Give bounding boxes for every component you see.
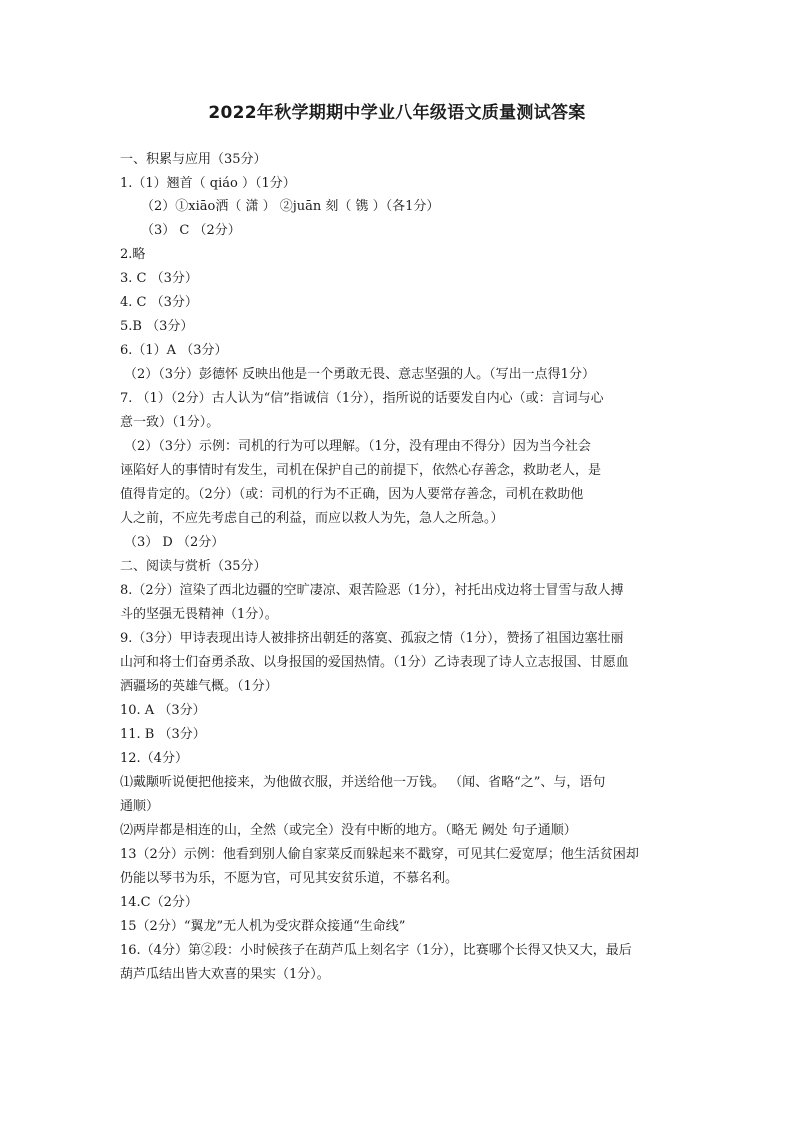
answer-line: 洒疆场的英雄气概。（1分） [120,679,278,694]
answer-line: 5.B （3分） [120,319,194,334]
answer-line: （2）（3分）彭德怀 反映出他是一个勇敢无畏、意志坚强的人。（写出一点得1分） [124,367,595,382]
answer-line: 7. （1）（2分）古人认为“信”指诚信（1分），指所说的话要发自内心（或：言词与心 [120,391,604,406]
answer-line: 人之前，不应先考虑自己的利益，而应以救人为先，急人之所急。） [120,511,504,526]
answer-line: 11. B （3分） [120,727,206,742]
answer-line: 16.（4分）第②段：小时候孩子在葫芦瓜上刻名字（1分），比赛哪个长得又快又大，最后 [120,943,632,958]
page-title: 2022年秋学期期中学业八年级语文质量测试答案 [208,103,586,123]
answer-line: 12.（4分） [120,751,188,766]
answer-line: 15（2分）“翼龙”无人机为受灾群众接通“生命线” [120,919,406,934]
answer-line: 8.（2分）渲染了西北边疆的空旷凄凉、艰苦险恶（1分），衬托出戍边将士冒雪与敌人搏 [120,583,624,598]
answer-line: 1.（1）翘首（ qiáo ）（1分） [120,176,296,191]
answer-line: 14.C（2分） [120,895,198,910]
answer-line: ⑵两岸都是相连的山，全然（或完全）没有中断的地方。（略无 阙处 句子通顺） [120,823,577,838]
answer-line: （2）（3分）示例：司机的行为可以理解。（1分，没有理由不得分）因为当今社会 [124,439,591,454]
answer-line: （3） C （2分） [141,223,241,238]
answer-line: 值得肯定的。（2分）（或：司机的行为不正确，因为人要常存善念，司机在救助他 [120,487,584,502]
answer-line: 6.（1）A （3分） [120,343,228,358]
answer-line: 意一致）（1分）。 [120,415,220,430]
answer-line: 9.（3分）甲诗表现出诗人被排挤出朝廷的落寞、孤寂之情（1分），赞扬了祖国边塞壮丽 [120,631,624,646]
answer-line: 葫芦瓜结出皆大欢喜的果实（1分）。 [120,967,330,982]
section-heading-accumulation: 一、积累与应用（35分） [120,152,267,167]
answer-line: 通顺） [120,799,160,814]
answer-line: 13（2分）示例：他看到别人偷自家菜反而躲起来不戳穿，可见其仁爱宽厚；他生活贫困却 [120,847,639,862]
answer-line: （3） D （2分） [124,535,225,550]
answer-line: 4. C （3分） [120,295,198,310]
answer-line: （2）①xiāo洒（ 潇 ） ②juān 刻（ 镌 ）（各1分） [141,199,440,214]
answer-line: 仍能以琴书为乐，不愿为官，可见其安贫乐道，不慕名利。 [120,871,459,886]
answer-line: 山河和将士们奋勇杀敌、以身报国的爱国热情。（1分）乙诗表现了诗人立志报国、甘愿血 [120,655,629,670]
answer-line: 10. A （3分） [120,703,206,718]
answer-line: 3. C （3分） [120,271,198,286]
answer-line: ⑴戴颙听说便把他接来，为他做衣服，并送给他一万钱。 （闻、省略“之”、与，语句 [120,775,606,790]
section-heading-reading: 二、阅读与赏析（35分） [120,559,267,574]
answer-line: 2.略 [120,247,146,262]
answer-line: 诬陷好人的事情时有发生，司机在保护自己的前提下，依然心存善念，救助老人，是 [120,463,602,478]
answer-line: 斗的坚强无畏精神（1分）。 [120,607,278,622]
